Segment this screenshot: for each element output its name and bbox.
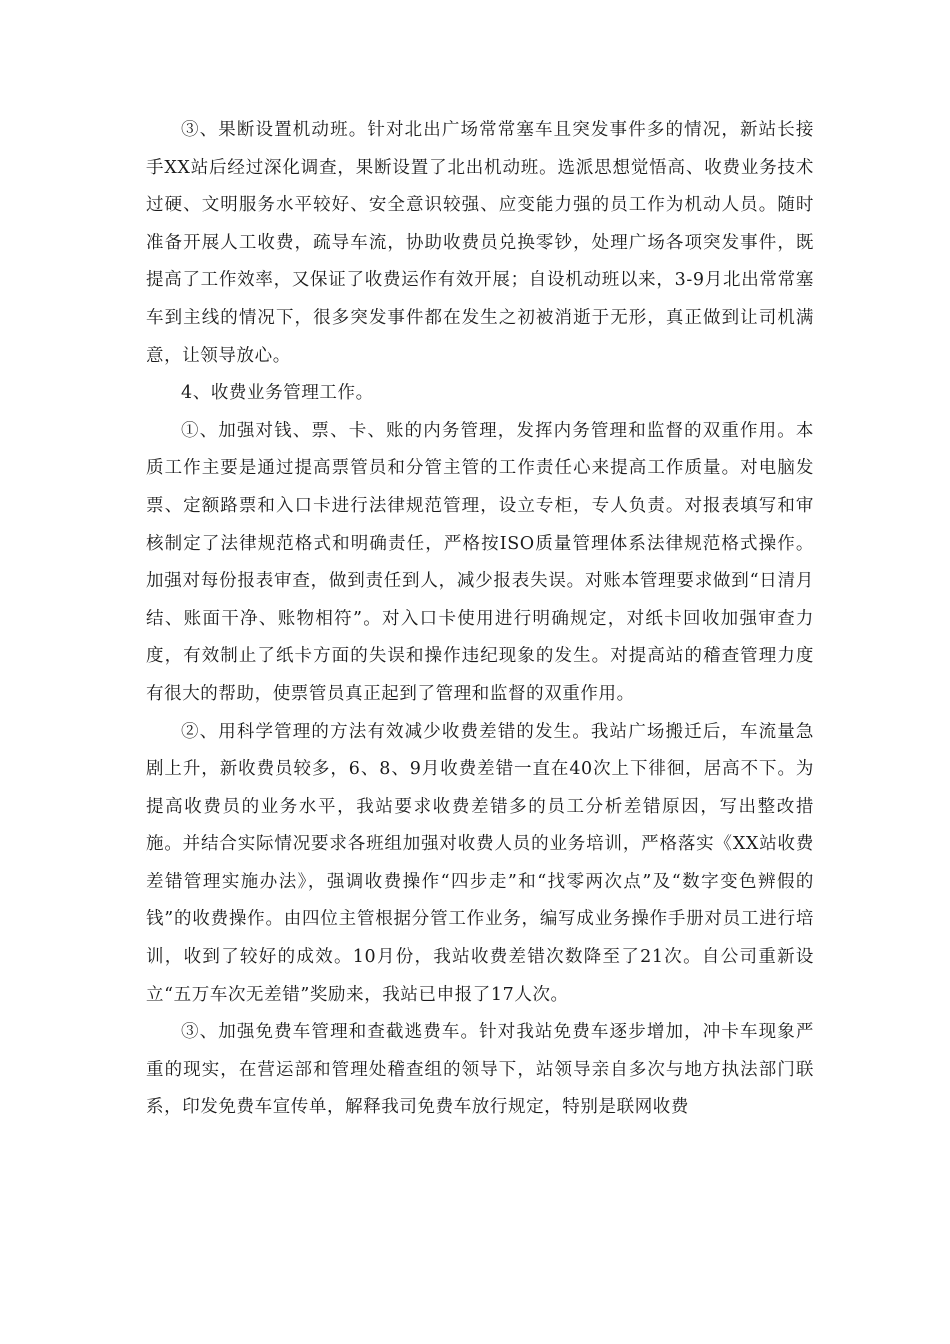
section-heading-toll-business: 4、收费业务管理工作。	[181, 383, 374, 404]
paragraph-free-vehicle-management: ③、加强免费车管理和查截逃费车。针对我站免费车逐步增加，冲卡车现象严重的现实，在营运部和管理处稽查组的领导下，站领导亲自多次与地方执法部门联系，印发免费车宣传单，解释我司免费车放行规定，特别是联网收费	[146, 1022, 814, 1118]
paragraph-error-reduction: ②、用科学管理的方法有效减少收费差错的发生。我站广场搬迁后，车流量急剧上升，新收费员较多，6、8、9月收费差错一直在40次上下徘徊，居高不下。为提高收费员的业务水平，我站要求收费差错多的员工分析差错原因，写出整改措施。并结合实际情况要求各班组加强对收费人员的业务培训，严格落实《XX站收费差错管理实施办法》，强调收费操作“四步走”和“找零两次点”及“数字变色辨假的钱”的收费操作。由四位主管根据分管工作业务，编写成业务操作手册对员工进行培训，收到了较好的成效。10月份，我站收费差错次数降至了21次。自公司重新设立“五万车次无差错”奖励来，我站已申报了17人次。	[146, 721, 814, 1005]
document-body	[146, 112, 814, 1127]
paragraph-mobile-team: ③、果断设置机动班。针对北出广场常常塞车且突发事件多的情况，新站长接手XX站后经过深化调查，果断设置了北出机动班。选派思想觉悟高、收费业务技术过硬、文明服务水平较好、安全意识较强、应变能力强的员工作为机动人员。随时准备开展人工收费，疏导车流，协助收费员兑换零钞，处理广场各项突发事件，既提高了工作效率，又保证了收费运作有效开展；自设机动班以来，3-9月北出常常塞车到主线的情况下，很多突发事件都在发生之初被消逝于无形，真正做到让司机满意，让领导放心。	[146, 120, 814, 366]
paragraph-internal-management: ①、加强对钱、票、卡、账的内务管理，发挥内务管理和监督的双重作用。本质工作主要是通过提高票管员和分管主管的工作责任心来提高工作质量。对电脑发票、定额路票和入口卡进行法律规范管理，设立专柜，专人负责。对报表填写和审核制定了法律规范格式和明确责任，严格按ISO质量管理体系法律规范格式操作。加强对每份报表审查，做到责任到人，减少报表失误。对账本管理要求做到“日清月结、账面干净、账物相符”。对入口卡使用进行明确规定，对纸卡回收加强审查力度，有效制止了纸卡方面的失误和操作违纪现象的发生。对提高站的稽查管理力度有很大的帮助，使票管员真正起到了管理和监督的双重作用。	[146, 420, 814, 704]
